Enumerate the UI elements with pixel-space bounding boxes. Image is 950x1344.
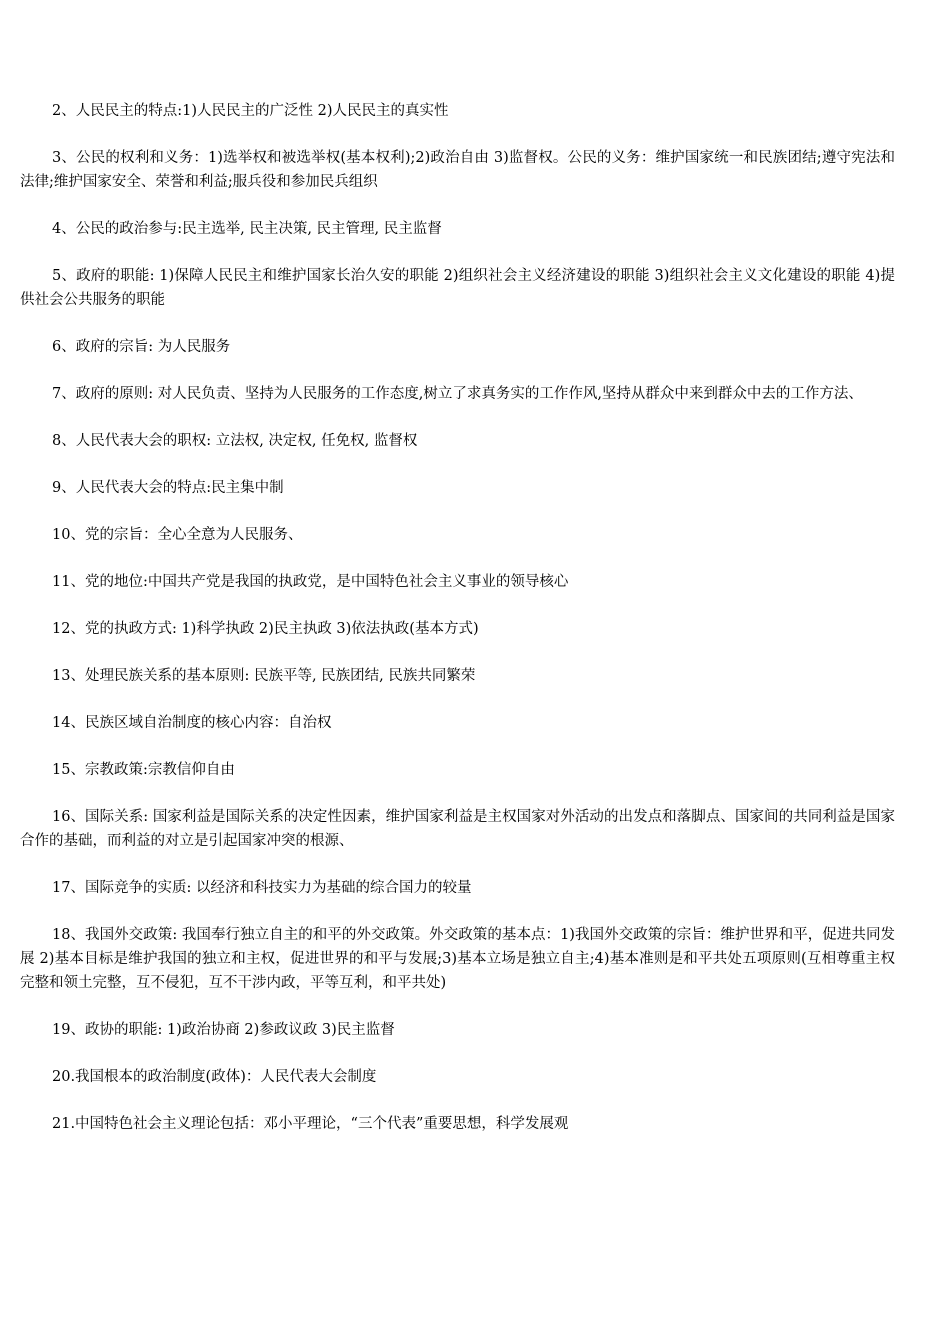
paragraph-17-international-competition: 17、国际竞争的实质: 以经济和科技实力为基础的综合国力的较量	[52, 880, 472, 896]
paragraph-13-ethnic-relations: 13、处理民族关系的基本原则: 民族平等, 民族团结, 民族共同繁荣	[52, 668, 476, 684]
paragraph-2-democracy-features: 2、人民民主的特点:1)人民民主的广泛性 2)人民民主的真实性	[52, 103, 449, 119]
paragraph-21-socialist-theory: 21.中国特色社会主义理论包括：邓小平理论，“三个代表”重要思想，科学发展观	[52, 1116, 569, 1132]
paragraph-10-party-purpose: 10、党的宗旨：全心全意为人民服务、	[52, 527, 303, 543]
paragraph-18-foreign-policy: 18、我国外交政策: 我国奉行独立自主的和平的外交政策。外交政策的基本点：1)我国外交政策的宗旨：维护世界和平，促进共同发展 2)基本目标是维护我国的独立和主权，促进世界的和平与发展;3)基本立场是独立自主;4)基本准则是和平共处五项原则(互相尊重主权完整和领土完整，互不侵犯，互不干涉内政，平等互利，和平共处)	[20, 927, 895, 991]
paragraph-4-political-participation: 4、公民的政治参与:民主选举, 民主决策, 民主管理, 民主监督	[52, 221, 442, 237]
paragraph-9-congress-features: 9、人民代表大会的特点:民主集中制	[52, 480, 284, 496]
paragraph-3-citizen-rights-duties: 3、公民的权利和义务：1)选举权和被选举权(基本权利);2)政治自由 3)监督权。公民的义务：维护国家统一和民族团结;遵守宪法和法律;维护国家安全、荣誉和利益;服兵役和参加民兵组织	[20, 150, 895, 190]
paragraph-8-congress-powers: 8、人民代表大会的职权: 立法权, 决定权, 任免权, 监督权	[52, 433, 418, 449]
paragraph-5-government-functions: 5、政府的职能: 1)保障人民民主和维护国家长治久安的职能 2)组织社会主义经济建设的职能 3)组织社会主义文化建设的职能 4)提供社会公共服务的职能	[20, 268, 895, 308]
paragraph-11-party-status: 11、党的地位:中国共产党是我国的执政党，是中国特色社会主义事业的领导核心	[52, 574, 569, 590]
document-body	[20, 99, 895, 1159]
paragraph-12-party-governance: 12、党的执政方式: 1)科学执政 2)民主执政 3)依法执政(基本方式)	[52, 621, 479, 637]
paragraph-6-government-purpose: 6、政府的宗旨: 为人民服务	[52, 339, 231, 355]
paragraph-20-political-system: 20.我国根本的政治制度(政体)：人民代表大会制度	[52, 1069, 377, 1085]
paragraph-16-international-relations: 16、国际关系: 国家利益是国际关系的决定性因素，维护国家利益是主权国家对外活动的出发点和落脚点、国家间的共同利益是国家合作的基础，而利益的对立是引起国家冲突的根源、	[20, 809, 895, 849]
paragraph-7-government-principles: 7、政府的原则: 对人民负责、坚持为人民服务的工作态度,树立了求真务实的工作作风,坚持从群众中来到群众中去的工作方法、	[52, 386, 863, 402]
paragraph-14-regional-autonomy: 14、民族区域自治制度的核心内容：自治权	[52, 715, 332, 731]
paragraph-19-cppcc-functions: 19、政协的职能: 1)政治协商 2)参政议政 3)民主监督	[52, 1022, 395, 1038]
paragraph-15-religious-policy: 15、宗教政策:宗教信仰自由	[52, 762, 235, 778]
